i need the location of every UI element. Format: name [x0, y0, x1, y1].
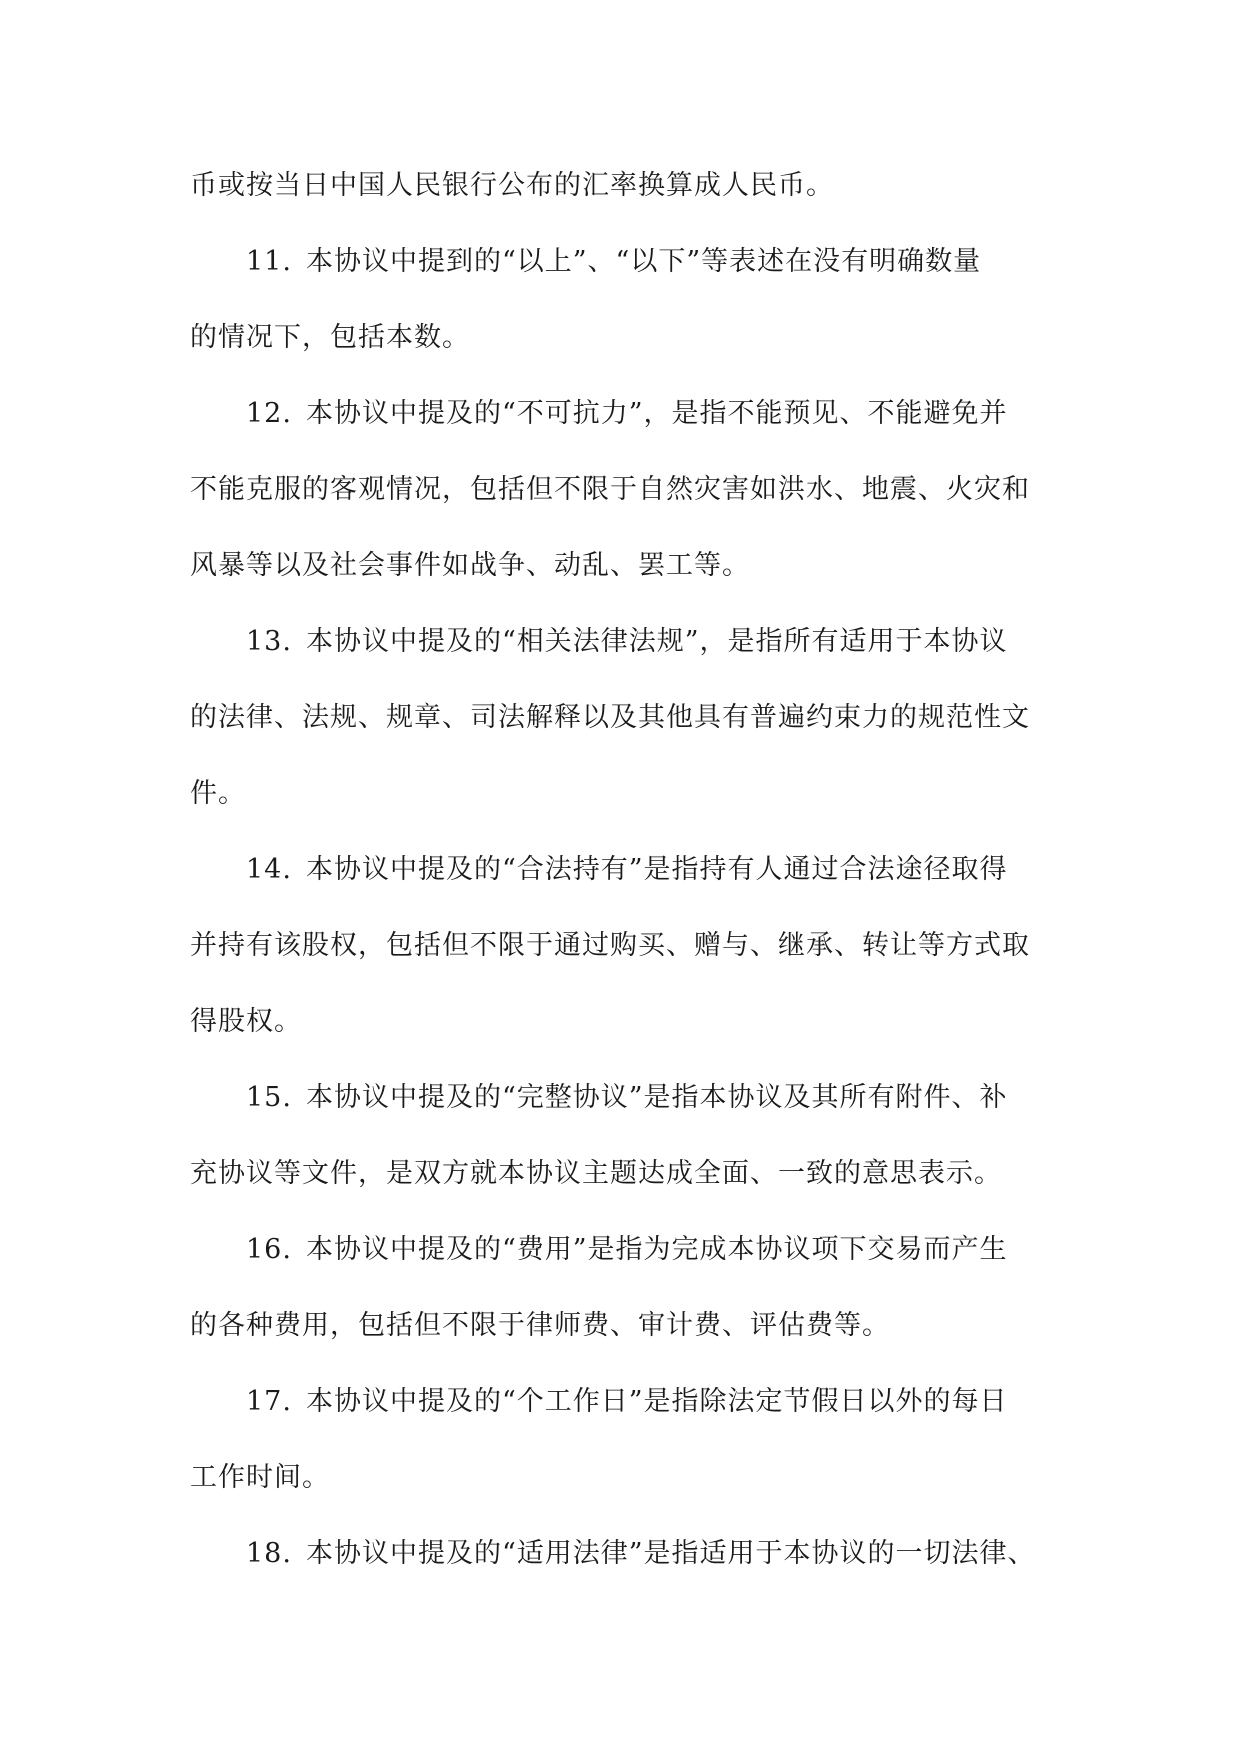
text-line: [190, 1516, 1060, 1592]
clause-number: 16.: [246, 1234, 292, 1265]
line-text: 本协议中提到的“以上”、“以下”等表述在没有明确数量: [305, 246, 982, 277]
line-text: 本协议中提及的“个工作日”是指除法定节假日以外的每日: [305, 1386, 1008, 1417]
line-text: 本协议中提及的“费用”是指为完成本协议项下交易而产生: [305, 1234, 1008, 1265]
text-line: [190, 604, 1060, 680]
text-line: [190, 984, 1060, 1060]
line-text: 本协议中提及的“完整协议”是指本协议及其所有附件、补: [305, 1082, 1008, 1113]
text-line: [190, 148, 1060, 224]
text-line: [190, 832, 1060, 908]
text-line: [190, 908, 1060, 984]
line-text: 风暴等以及社会事件如战争、动乱、罢工等。: [190, 550, 750, 581]
document-body: [190, 148, 1060, 1592]
line-text: 不能克服的客观情况，包括但不限于自然灾害如洪水、地震、火灾和: [190, 474, 1030, 505]
text-line: [190, 300, 1060, 376]
line-text: 的法律、法规、规章、司法解释以及其他具有普遍约束力的规范性文: [190, 702, 1030, 733]
text-line: [190, 1136, 1060, 1212]
line-text: 本协议中提及的“适用法律”是指适用于本协议的一切法律、: [305, 1538, 1036, 1569]
line-text: 币或按当日中国人民银行公布的汇率换算成人民币。: [190, 170, 834, 201]
clause-number: 18.: [246, 1538, 292, 1569]
text-line: [190, 1060, 1060, 1136]
line-text: 的情况下，包括本数。: [190, 322, 470, 353]
line-text: 本协议中提及的“合法持有”是指持有人通过合法途径取得: [305, 854, 1008, 885]
clause-number: 14.: [246, 854, 292, 885]
text-line: [190, 680, 1060, 756]
line-text: 工作时间。: [190, 1462, 330, 1493]
text-line: [190, 1212, 1060, 1288]
line-text: 本协议中提及的“不可抗力”，是指不能预见、不能避免并: [305, 398, 1008, 429]
text-line: [190, 1364, 1060, 1440]
clause-number: 12.: [246, 398, 292, 429]
line-text: 并持有该股权，包括但不限于通过购买、赠与、继承、转让等方式取: [190, 930, 1030, 961]
line-text: 得股权。: [190, 1006, 302, 1037]
text-line: [190, 528, 1060, 604]
clause-number: 15.: [246, 1082, 292, 1113]
text-line: [190, 1440, 1060, 1516]
text-line: [190, 224, 1060, 300]
line-text: 件。: [190, 778, 246, 809]
clause-number: 17.: [246, 1386, 292, 1417]
line-text: 的各种费用，包括但不限于律师费、审计费、评估费等。: [190, 1310, 890, 1341]
line-text: 充协议等文件，是双方就本协议主题达成全面、一致的意思表示。: [190, 1158, 1002, 1189]
line-text: 本协议中提及的“相关法律法规”，是指所有适用于本协议: [305, 626, 1008, 657]
clause-number: 13.: [246, 626, 292, 657]
text-line: [190, 376, 1060, 452]
text-line: [190, 1288, 1060, 1364]
text-line: [190, 756, 1060, 832]
text-line: [190, 452, 1060, 528]
clause-number: 11.: [246, 246, 292, 277]
